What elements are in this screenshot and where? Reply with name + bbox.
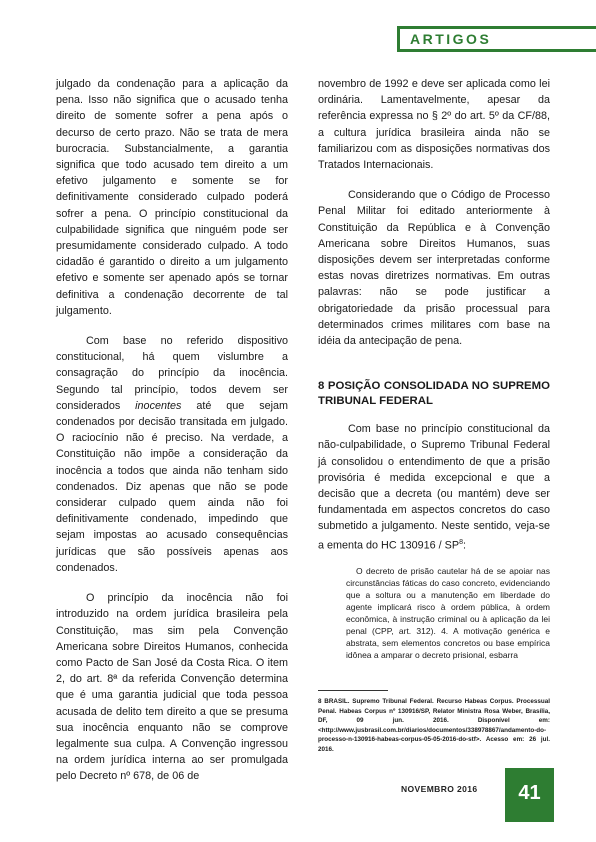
left-paragraph-2 — [56, 333, 288, 576]
left-paragraph-1: julgado da condenação para a aplicação da pena. Isso não significa que o acusado tenha direito de somente sofrer a pena após o decurso de certo prazo. Não se trata de mera burocracia. Substancialmente, a garantia significa que todo acusado tem direito a um efetivo julgamento e somente se for definitivamente considerado culpado poderá sofrer a pena. O princípio constitucional da culpabilidade significa que ninguém pode ser presumidamente considerado culpado. A todo cidadão é garantido o direito a um julgamento efetivo e somente ser apenado após se tornar definitiva a condenação decorrente de tal julgamento. — [56, 78, 288, 317]
emphasis-inocentes: inocentes — [135, 399, 182, 412]
footnote-divider — [318, 690, 388, 691]
section-title: ARTIGOS — [410, 31, 492, 47]
right-paragraph-1: novembro de 1992 e deve ser aplicada como lei ordinária. Lamentavelmente, apesar da referência expressa no § 2º do art. 5º da CF/88, a cultura jurídica brasileira ainda não se familiarizou com as disposições normativas dos Tratados Internacionais. — [318, 78, 550, 172]
right-paragraph-2: Considerando que o Código de Processo Penal Militar foi editado anteriormente à Constituição da República e à Convenção Americana sobre Direitos Humanos, suas disposições devem ser interpretadas conforme estas novas diretrizes normativas. Em outras palavras: não se pode justificar a obrigatoriedade da prisão processual para determinados crimes militares com base na idéia da antecipação de pena. — [318, 189, 550, 348]
section-label — [397, 26, 596, 52]
left-paragraph-2-part-b: até que sejam condenados por decisão transitada em julgado. O raciocínio não é preciso. Na verdade, a Constituição não impõe a consideração da inocência a todos que ainda não tenham sido condenados. Diz apenas que não se pode considerar culpado quem ainda não foi definitivamente condenado, impedindo que sejam impostas ao acusado consequências jurídicas que são possíveis apenas aos condenados. — [56, 399, 288, 574]
footer-date: NOVEMBRO 2016 — [401, 784, 478, 794]
quote-text: O decreto de prisão cautelar há de se apoiar nas circunstâncias fáticas do caso concreto, evidenciando que a soltura ou a manutenção em liberdade do agente implicará risco à ordem pública, à ordem econômica, à instrução criminal ou à aplicação da lei penal (CPP, art. 312). 4. A motivação genérica e abstrata, sem elementos concretos ou base empírica idônea a amparar o decreto prisional, esbarra — [346, 566, 550, 661]
right-paragraph-3 — [318, 421, 550, 553]
right-paragraph-3-end: : — [462, 539, 466, 552]
block-quote — [346, 565, 550, 661]
page-number: 41 — [518, 782, 541, 804]
footnote-ref[interactable]: 8 — [459, 538, 463, 546]
left-column — [56, 76, 288, 785]
page-number-box — [505, 768, 554, 822]
left-paragraph-2-part-a: Com base no referido dispositivo constitucional, há quem vislumbre a consagração do princípio da inocência. Segundo tal princípio, todos devem ser considerados — [56, 335, 288, 412]
footnote: 8 BRASIL. Supremo Tribunal Federal. Recurso Habeas Corpus. Processual Penal. Habeas Corpus nº 130916/SP, Relator Ministra Rosa Weber, Brasília, DF, 09 jun. 2016. Disponível em: <http://www.jusbrasil.com.br/diarios/documentos/338978867/andamento-do-processo-n-130916-habeas-corpus-05-05-2016-do-stf>. Acesso em: 26 jul. 2016. — [318, 698, 550, 753]
left-paragraph-3: O princípio da inocência não foi introduzido na ordem jurídica brasileira pela Constituição, mas sim pela Convenção Americana sobre Direitos Humanos, conhecida como Pacto de San José da Costa Rica. O item 2, do art. 8ª da referida Convenção determina que é uma garantia judicial que toda pessoa acusada de delito tem direito a que se presuma sua inocência enquanto não se comprove legalmente sua culpa. A Convenção ingressou na ordem jurídica interna ao ser promulgada pelo Decreto nº 678, de 06 de — [56, 592, 288, 783]
right-column — [318, 76, 550, 661]
section-heading: 8 POSIÇÃO CONSOLIDADA NO SUPREMO TRIBUNAL FEDERAL — [318, 380, 550, 408]
right-paragraph-3-text: Com base no princípio constitucional da não-culpabilidade, o Supremo Tribunal Federal já consolidou o entendimento de que a prisão provisória é medida excepcional e que a decisão que a decreta (ou mantém) deve ser fundamentada em aspectos concretos do caso submetido a julgamento. Neste sentido, veja-se a ementa do HC 130916 / SP — [318, 423, 550, 552]
